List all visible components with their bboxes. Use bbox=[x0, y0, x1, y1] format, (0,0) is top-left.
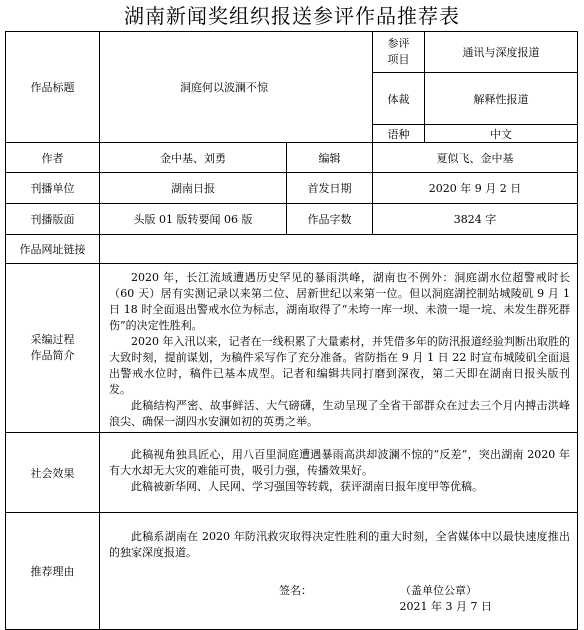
label-author: 作者 bbox=[5, 142, 100, 173]
label-work-title: 作品标题 bbox=[5, 31, 100, 143]
signature-label: 签名： bbox=[279, 584, 312, 597]
value-genre: 解释性报道 bbox=[424, 72, 578, 125]
value-url bbox=[99, 234, 578, 264]
label-category: 参评 项目 bbox=[372, 31, 425, 73]
signature-line bbox=[109, 583, 570, 599]
value-work-title: 洞庭何以波澜不惊 bbox=[99, 31, 373, 143]
value-category: 通讯与深度报道 bbox=[424, 31, 578, 73]
intro-paragraph-3: 此稿结构严密、故事鲜活、大气磅礴，生动呈现了全省干部群众在过去三个月内搏击洪峰浪尖、确保一湖四水安澜如初的英勇之举。 bbox=[109, 399, 570, 428]
label-language: 语种 bbox=[372, 124, 425, 143]
effect-paragraph-1: 此稿视角独具匠心，用八百里洞庭遭遇暴雨高洪却波澜不惊的“反差”，突出湖南 2020 年有大水却无大灾的难能可贵，吸引力强，传播效果好。 bbox=[109, 448, 570, 477]
value-editor: 夏似飞、金中基 bbox=[372, 142, 578, 173]
label-word-count: 作品字数 bbox=[286, 203, 373, 235]
label-intro: 采编过程 作品简介 bbox=[5, 263, 100, 433]
value-language: 中文 bbox=[424, 124, 578, 143]
label-effect: 社会效果 bbox=[5, 432, 100, 513]
label-editor: 编辑 bbox=[286, 142, 373, 173]
effect-text bbox=[99, 432, 578, 513]
seal-note: （盖单位公章） bbox=[400, 584, 477, 597]
value-word-count: 3824 字 bbox=[372, 203, 578, 235]
intro-paragraph-1: 2020 年，长江流域遭遇历史罕见的暴雨洪峰，湖南也不例外：洞庭湖水位超警戒时长（60 天）居有实测记录以来第二位、居新世纪以来第一位。但以洞庭湖控制站城陵矶 9 月 1 日 18 时全面退出警戒水位为标志，湖南取得了“未垮一库一坝、未溃一堤一垸、未发生群死群伤”的决定性胜利。 bbox=[109, 271, 570, 332]
label-first-date: 首发日期 bbox=[286, 172, 373, 204]
reason-text bbox=[99, 512, 578, 630]
intro-paragraph-2: 2020 年入汛以来，记者在一线积累了大量素材，并凭借多年的防汛报道经验判断出取胜的大致时刻，提前谋划，为稿件采写作了充分准备。省防指在 9 月 1 日 22 时宣布城陵矶全面退出警戒水位时，稿件已基本成型。记者和编辑共同打磨到深夜，第二天即在湖南日报头版刊发。 bbox=[109, 335, 570, 396]
label-url: 作品网址链接 bbox=[5, 234, 100, 264]
label-publisher: 刊播单位 bbox=[5, 172, 100, 204]
label-genre: 体裁 bbox=[372, 72, 425, 125]
value-author: 金中基、刘勇 bbox=[99, 142, 287, 173]
intro-text bbox=[99, 263, 578, 433]
sign-date: 2021 年 3 月 7 日 bbox=[399, 600, 492, 613]
value-publisher: 湖南日报 bbox=[99, 172, 287, 204]
reason-paragraph: 此稿系湖南在 2020 年防汛救灾取得决定性胜利的重大时刻，全省媒体中以最快速度推出的独家深度报道。 bbox=[109, 530, 570, 559]
label-reason: 推荐理由 bbox=[5, 512, 100, 630]
value-page: 头版 01 版转要闻 06 版 bbox=[99, 203, 287, 235]
effect-paragraph-2: 此稿被新华网、人民网、学习强国等转载，获评湖南日报年度甲等优稿。 bbox=[131, 480, 483, 493]
value-first-date: 2020 年 9 月 2 日 bbox=[372, 172, 578, 204]
label-page: 刊播版面 bbox=[5, 203, 100, 235]
form-title: 湖南新闻奖组织报送参评作品推荐表 bbox=[124, 4, 460, 28]
